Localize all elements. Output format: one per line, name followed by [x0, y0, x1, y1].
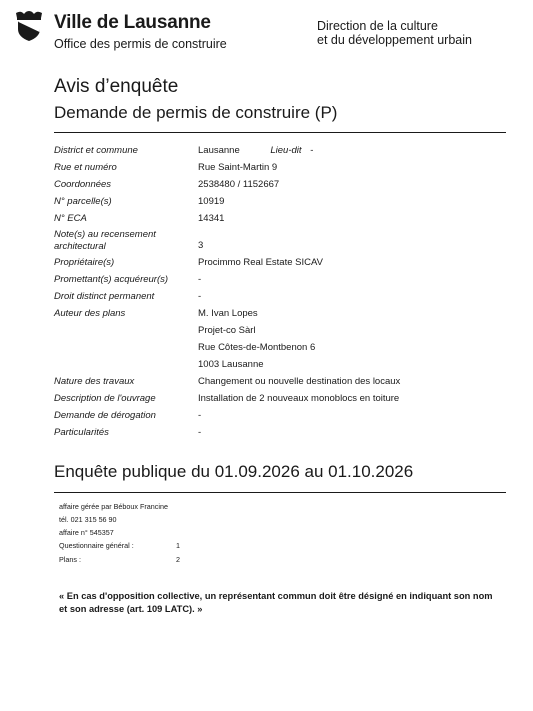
detail-value: -: [198, 410, 202, 421]
detail-label: Auteur des plans: [54, 308, 126, 319]
case-manager: affaire gérée par Béboux Francine: [59, 502, 168, 511]
detail-label: Nature des travaux: [54, 376, 135, 387]
detail-value: 2538480 / 1152667: [198, 179, 280, 190]
organization-name: Ville de Lausanne: [54, 12, 211, 33]
divider-bottom: [54, 492, 506, 493]
department-line-2: et du développement urbain: [317, 33, 472, 47]
author-line: Rue Côtes-de-Montbenon 6: [198, 342, 316, 353]
enquete-period: Enquête publique du 01.09.2026 au 01.10.2026: [54, 462, 414, 481]
detail-label: Promettant(s) acquéreur(s): [54, 274, 169, 285]
detail-label: Rue et numéro: [54, 162, 117, 173]
detail-row-note: [54, 227, 506, 254]
organization-office: Office des permis de construire: [54, 37, 227, 51]
lausanne-crest-icon: [12, 10, 46, 42]
case-number: affaire n° 545357: [59, 528, 114, 537]
questionnaire-value: 1: [176, 541, 180, 550]
detail-row-street: [54, 159, 506, 176]
detail-value: -: [198, 427, 202, 438]
detail-label: Propriétaire(s): [54, 257, 115, 268]
plans-value: 2: [176, 554, 180, 564]
document-subtitle: Demande de permis de construire (P): [54, 103, 338, 122]
document-title: Avis d’enquête: [54, 76, 179, 97]
detail-value: 10919: [198, 196, 225, 207]
detail-label: Droit distinct permanent: [54, 291, 155, 302]
case-phone: tél. 021 315 56 90: [59, 515, 117, 524]
detail-row-owner: [54, 254, 506, 271]
detail-label: Description de l'ouvrage: [54, 393, 156, 404]
lieu-dit-value: -: [310, 145, 314, 156]
detail-row-author: [54, 305, 506, 373]
detail-label: N° ECA: [54, 213, 87, 224]
detail-row-promettant: [54, 271, 506, 288]
plans-label: Plans :: [59, 554, 81, 564]
detail-value: -: [198, 274, 202, 285]
plans-count: [59, 553, 359, 567]
questionnaire-count: [59, 539, 359, 553]
author-line: M. Ivan Lopes: [198, 308, 258, 319]
detail-row-derogation: [54, 407, 506, 424]
author-line: Projet-co Sàrl: [198, 325, 256, 336]
detail-value: 3: [198, 240, 204, 251]
detail-value: Rue Saint-Martin 9: [198, 162, 278, 173]
detail-row-coordinates: [54, 176, 506, 193]
lieu-dit-label: Lieu-dit: [270, 145, 302, 156]
detail-row-description: [54, 390, 506, 407]
detail-row-droit: [54, 288, 506, 305]
permit-details: [54, 142, 506, 441]
detail-row-nature: [54, 373, 506, 390]
detail-value: Installation de 2 nouveaux monoblocs en toiture: [198, 393, 400, 404]
opposition-notice: « En cas d'opposition collective, un représentant commun doit être désigné en indiquant son nom et son adresse (art. 109 LATC). »: [59, 591, 493, 614]
detail-row-parcel: [54, 193, 506, 210]
detail-row-district: [54, 142, 506, 159]
author-line: 1003 Lausanne: [198, 359, 264, 370]
detail-value: 14341: [198, 213, 225, 224]
detail-row-eca: [54, 210, 506, 227]
page-header: [0, 0, 533, 60]
detail-label: Particularités: [54, 427, 109, 438]
questionnaire-label: Questionnaire général :: [59, 541, 134, 550]
district-value: Lausanne: [198, 145, 240, 156]
department-line-1: Direction de la culture: [317, 19, 438, 33]
detail-value: -: [198, 291, 202, 302]
detail-value: Changement ou nouvelle destination des locaux: [198, 376, 401, 387]
detail-label: N° parcelle(s): [54, 196, 112, 207]
divider-top: [54, 132, 506, 133]
detail-label: Demande de dérogation: [54, 410, 156, 421]
detail-value: Procimmo Real Estate SICAV: [198, 257, 323, 268]
detail-label: Coordonnées: [54, 179, 112, 190]
case-info: [59, 500, 359, 566]
detail-row-particularites: [54, 424, 506, 441]
detail-label: Note(s) au recensement architectural: [54, 229, 156, 252]
detail-label: District et commune: [54, 145, 138, 156]
